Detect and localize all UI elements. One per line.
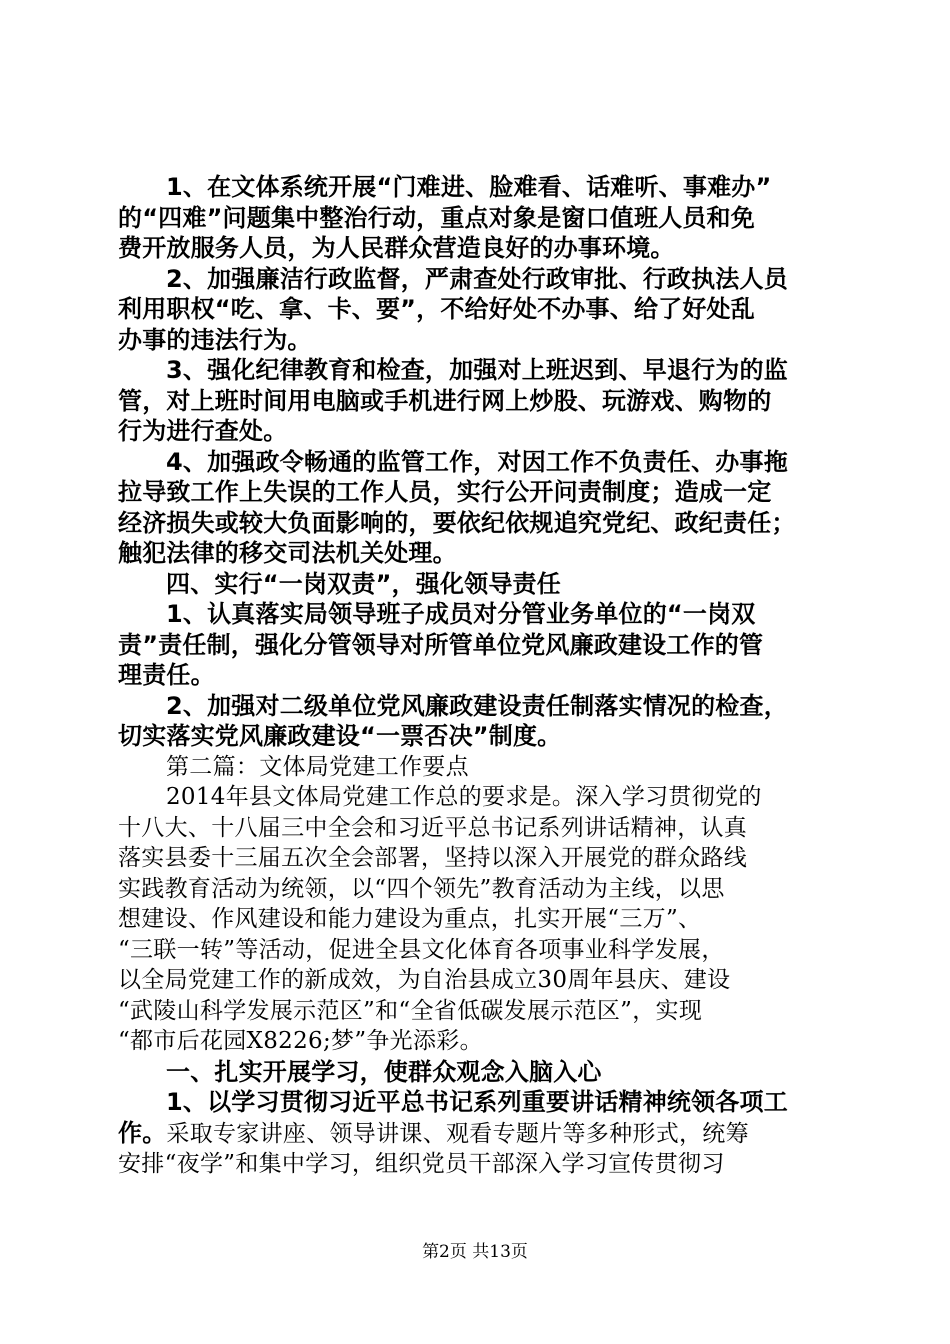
text-line: 想建设、作风建设和能力建设为重点，扎实开展“三万”、 xyxy=(118,906,702,932)
text-line: 2、加强对二级单位党风廉政建设责任制落实情况的检查， xyxy=(166,691,788,720)
text-line: 1、以学习贯彻习近平总书记系列重要讲话精神统领各项工 xyxy=(166,1088,788,1116)
text-line: 1、在文体系统开展“门难进、脸难看、话难听、事难办” xyxy=(166,173,772,201)
section-part-two xyxy=(118,752,832,1057)
text-line: 的“四难”问题集中整治行动，重点对象是窗口值班人员和免 xyxy=(118,203,755,232)
text-line: 1、认真落实局领导班子成员对分管业务单位的“一岗双 xyxy=(166,600,756,628)
text-line: 办事的违法行为。 xyxy=(118,325,312,354)
text-line: 落实县委十三届五次全会部署，坚持以深入开展党的群众路线 xyxy=(118,845,748,871)
text-fragment: 采取专家讲座、领导讲课、观看专题片等多种形式，统筹 xyxy=(166,1120,749,1147)
text-line: 4、加强政令畅通的监管工作，对因工作不负责任、办事拖 xyxy=(166,447,788,476)
text-line xyxy=(118,1118,832,1150)
document-body xyxy=(118,172,832,1180)
text-line: “武陵山科学发展示范区”和“全省低碳发展示范区”，实现 xyxy=(118,997,703,1024)
text-fragment: 作。 xyxy=(118,1118,167,1147)
section-heading: 一、扎实开展学习，使群众观念入脑入心 xyxy=(166,1057,602,1086)
text-line: 触犯法律的移交司法机关处理。 xyxy=(118,539,457,567)
text-line: 责”责任制，强化分管领导对所管单位党风廉政建设工作的管 xyxy=(118,630,764,659)
section-study xyxy=(118,1057,832,1150)
text-line: 安排“夜学”和集中学习，组织党员干部深入学习宣传贯彻习 xyxy=(118,1151,725,1177)
text-line: 经济损失或较大负面影响的，要依纪依规追究党纪、政纪责任； xyxy=(118,508,796,537)
text-line: 理责任。 xyxy=(118,661,215,689)
page-footer: 第2页 共13页 xyxy=(422,1242,528,1262)
text-line: 切实落实党风廉政建设“一票否决”制度。 xyxy=(118,722,562,750)
text-line: 管，对上班时间用电脑或手机进行网上炒股、玩游戏、购物的 xyxy=(118,386,772,415)
text-line: 行为进行查处。 xyxy=(118,417,288,445)
text-line: 3、强化纪律教育和检查，加强对上班迟到、早退行为的监 xyxy=(166,356,788,384)
text-line: 2、加强廉洁行政监督，严肃查处行政审批、行政执法人员 xyxy=(166,264,788,293)
text-line: 以全局党建工作的新成效，为自治县成立30周年县庆、建设 xyxy=(118,967,731,993)
text-line: 拉导致工作上失误的工作人员，实行公开问责制度；造成一定 xyxy=(118,478,772,506)
part-title: 第二篇：文体局党建工作要点 xyxy=(166,753,469,780)
text-line: “都市后花园X8226;梦”争光添彩。 xyxy=(118,1028,483,1054)
text-line: 实践教育活动为统领，以“四个领先”教育活动为主线，以思 xyxy=(118,875,725,902)
text-line: 2014年县文体局党建工作总的要求是。深入学习贯彻党的 xyxy=(166,784,762,810)
section-study-tail xyxy=(118,1149,832,1180)
section-discipline xyxy=(118,172,832,752)
text-line: 费开放服务人员，为人民群众营造良好的办事环境。 xyxy=(118,234,675,262)
text-line: 利用职权“吃、拿、卡、要”，不给好处不办事、给了好处乱 xyxy=(118,295,755,323)
text-line: 十八大、十八届三中全会和习近平总书记系列讲话精神，认真 xyxy=(118,814,748,841)
section-heading: 四、实行“一岗双责”，强化领导责任 xyxy=(166,569,561,598)
text-line: “三联一转”等活动，促进全县文化体育各项事业科学发展， xyxy=(118,936,725,963)
